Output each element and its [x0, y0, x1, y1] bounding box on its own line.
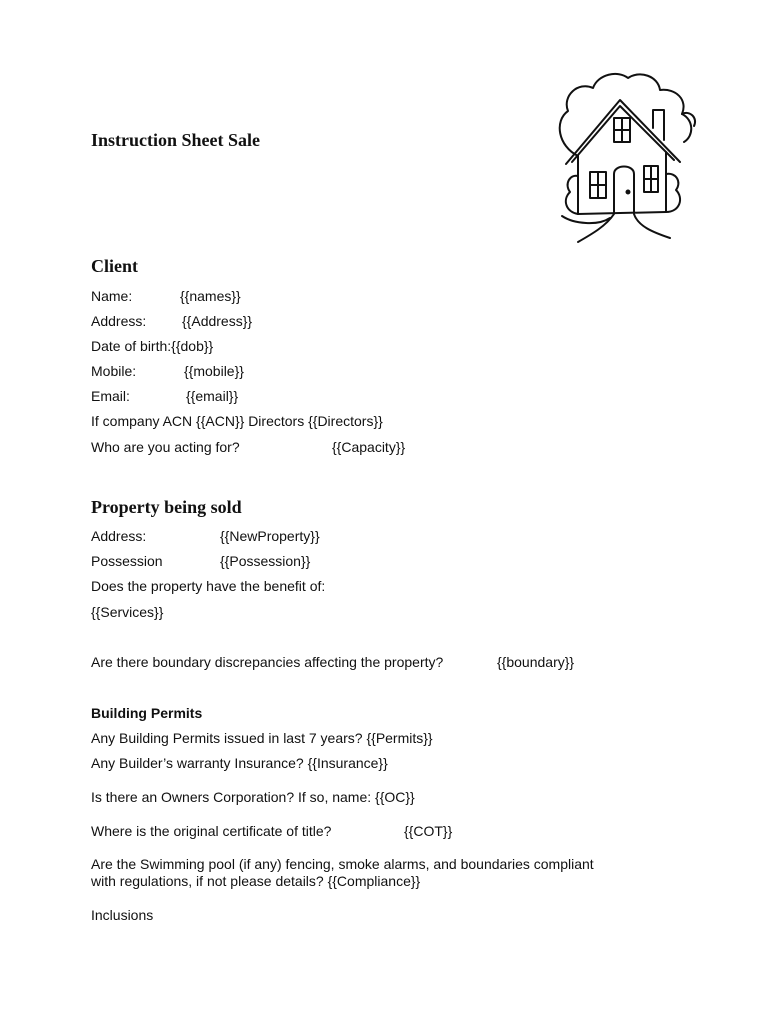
certificate-of-title-row: [91, 823, 452, 840]
client-email-value: {{email}}: [186, 388, 239, 404]
client-name-label: Name:: [91, 288, 133, 304]
compliance-line-1: Are the Swimming pool (if any) fencing, smoke alarms, and boundaries compliant: [91, 856, 594, 872]
property-boundary-value: {{boundary}}: [497, 654, 575, 670]
owners-corporation-line: Is there an Owners Corporation? If so, name: {{OC}}: [91, 789, 415, 805]
inclusions-label: Inclusions: [91, 907, 154, 923]
client-name-row: [91, 288, 241, 305]
certificate-of-title-label: Where is the original certificate of title?: [91, 823, 332, 839]
client-mobile-row: [91, 363, 244, 380]
permits-line: Any Building Permits issued in last 7 years? {{Permits}}: [91, 730, 433, 746]
client-acting-value: {{Capacity}}: [332, 439, 406, 455]
client-dob-label: Date of birth:: [91, 338, 172, 354]
certificate-of-title-value: {{COT}}: [404, 823, 453, 839]
client-address-row: [91, 313, 252, 330]
property-boundary-row: [91, 654, 574, 671]
property-address-label: Address:: [91, 528, 147, 544]
insurance-line: Any Builder’s warranty Insurance? {{Insurance}}: [91, 755, 388, 771]
property-possession-row: [91, 553, 310, 570]
property-benefit-question: Does the property have the benefit of:: [91, 578, 326, 594]
document-title: Instruction Sheet Sale: [91, 130, 261, 150]
client-company-line: If company ACN {{ACN}} Directors {{Directors}}: [91, 413, 383, 429]
property-address-value: {{NewProperty}}: [220, 528, 320, 544]
client-dob-value: {{dob}}: [171, 338, 214, 354]
client-address-label: Address:: [91, 313, 147, 329]
client-acting-row: [91, 439, 405, 456]
property-address-row: [91, 528, 320, 545]
client-heading: Client: [91, 256, 138, 276]
client-email-row: [91, 388, 238, 405]
client-mobile-value: {{mobile}}: [184, 363, 244, 379]
property-boundary-label: Are there boundary discrepancies affecting the property?: [91, 654, 444, 670]
client-acting-label: Who are you acting for?: [91, 439, 240, 455]
property-heading: Property being sold: [91, 497, 242, 517]
client-address-value: {{Address}}: [182, 313, 253, 329]
property-possession-label: Possession: [91, 553, 163, 569]
building-permits-heading: Building Permits: [91, 705, 203, 721]
property-services-value: {{Services}}: [91, 604, 164, 620]
client-mobile-label: Mobile:: [91, 363, 137, 379]
compliance-line-2: with regulations, if not please details? {{Compliance}}: [91, 873, 421, 889]
house-illustration: [548, 66, 708, 246]
client-email-label: Email:: [91, 388, 130, 404]
property-possession-value: {{Possession}}: [220, 553, 311, 569]
client-dob-row: [91, 338, 213, 355]
client-name-value: {{names}}: [180, 288, 241, 304]
